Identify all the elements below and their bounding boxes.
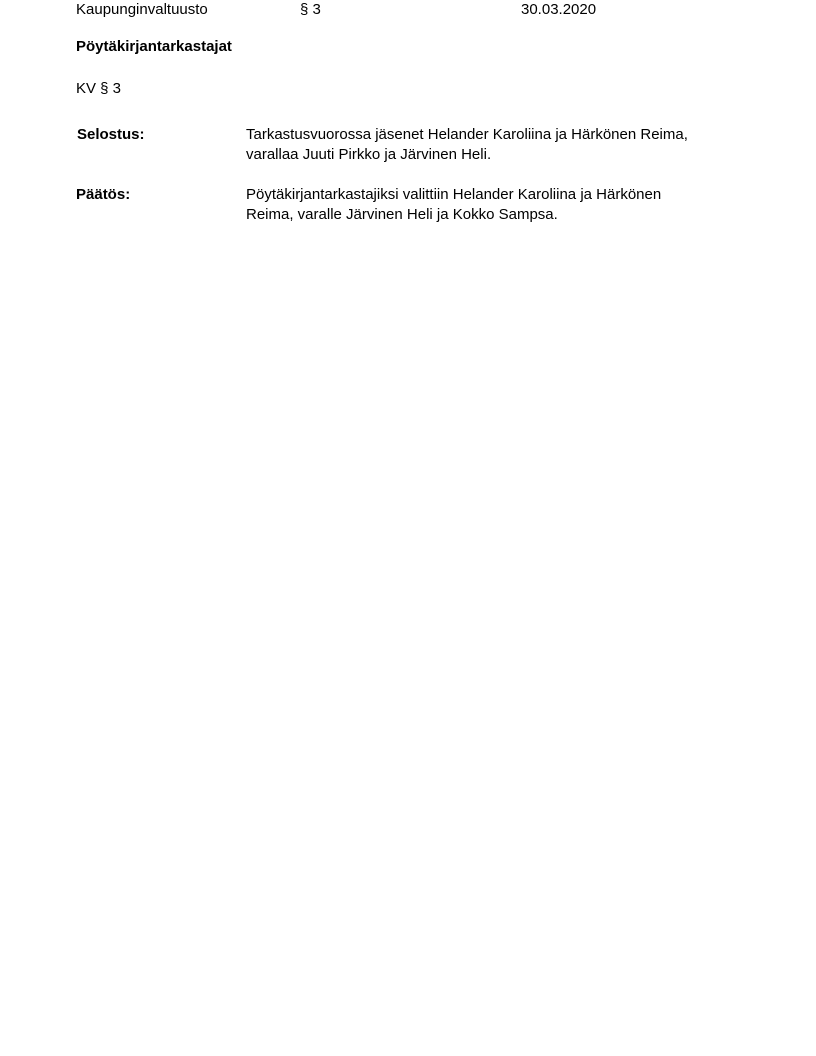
selostus-label: Selostus: [77, 126, 145, 143]
header-date: 30.03.2020 [521, 1, 597, 18]
page-title: Pöytäkirjantarkastajat [76, 38, 232, 55]
paatos-label: Päätös: [76, 186, 131, 203]
paatos-line: Reima, varalle Järvinen Heli ja Kokko Sampsa. [246, 206, 558, 223]
paatos-text [246, 185, 736, 225]
section-reference: KV § 3 [76, 80, 122, 97]
selostus-line: varallaa Juuti Pirkko ja Järvinen Heli. [246, 146, 492, 163]
selostus-line: Tarkastusvuorossa jäsenet Helander Karoliina ja Härkönen Reima, [246, 126, 688, 143]
header-body-name: Kaupunginvaltuusto [76, 1, 208, 18]
header-section-number: § 3 [300, 1, 321, 18]
paatos-line: Pöytäkirjantarkastajiksi valittiin Helander Karoliina ja Härkönen [246, 186, 662, 203]
selostus-text [246, 125, 736, 165]
